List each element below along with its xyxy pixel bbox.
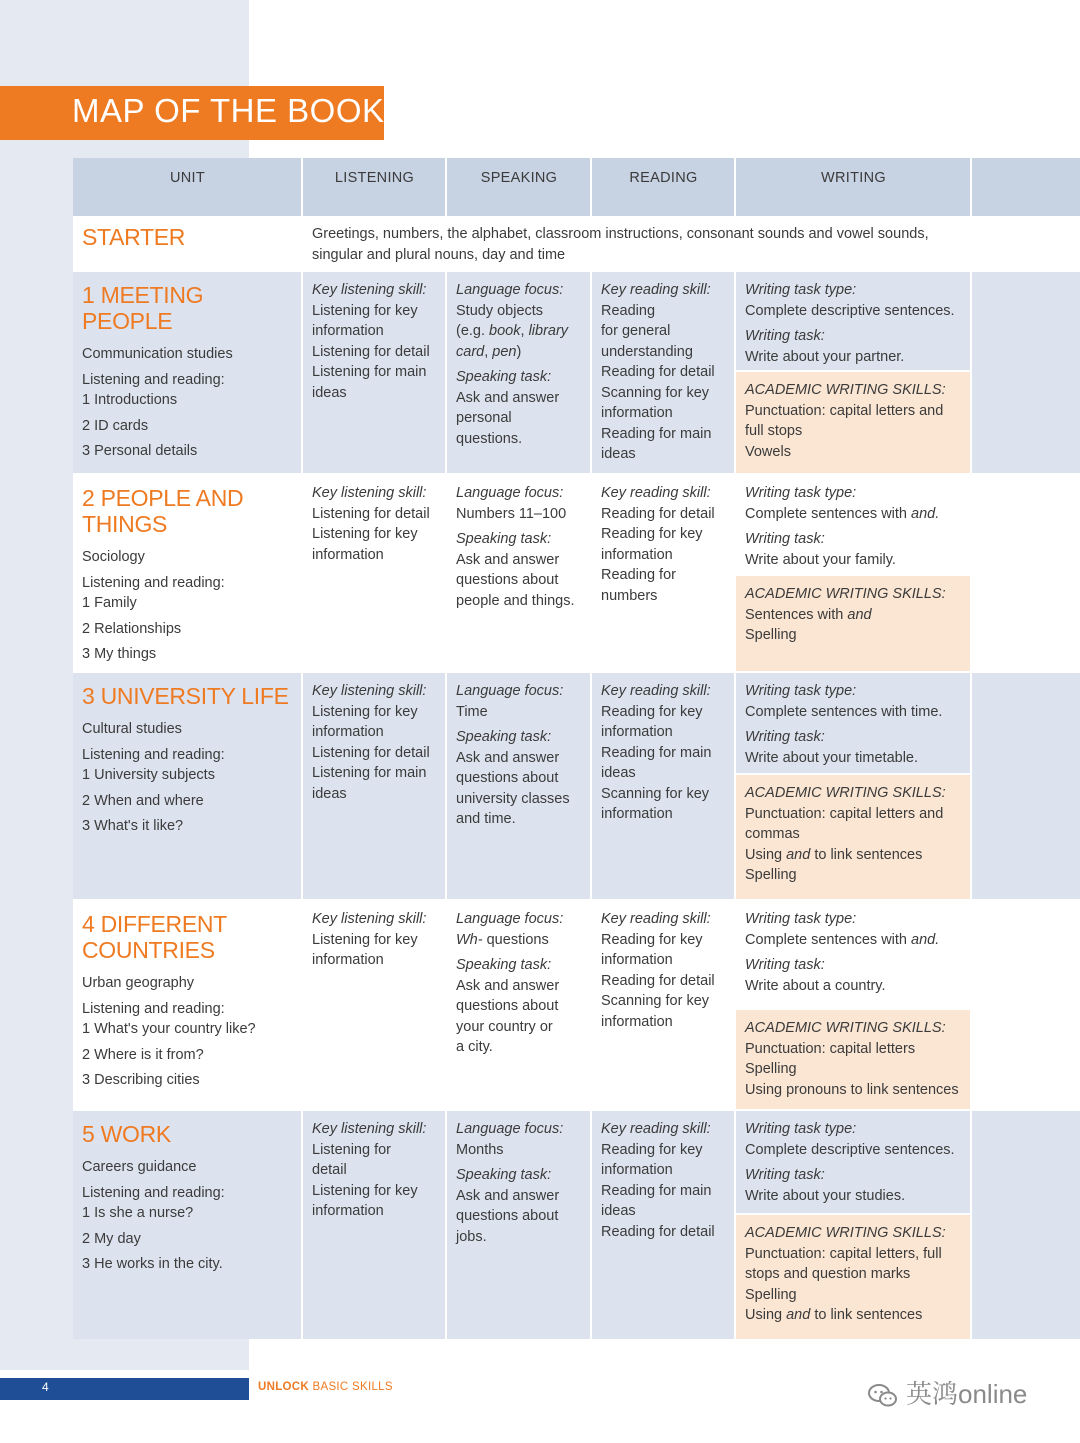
listening-line: Listening for key [312,703,418,720]
reading-line: Reading for detail [601,972,715,989]
unit-1-academic [736,372,970,473]
unit-3-academic [736,775,970,899]
listening-skill-label: Key listening skill: [312,683,427,699]
academic-line: Punctuation: capital letters and [745,805,944,822]
unit-5-cell [73,1111,301,1339]
unit-3-listening [303,673,445,899]
language-focus-line: Months [456,1141,504,1158]
language-focus-line: (e.g. book, library [456,323,569,339]
writing-task-label: Writing task: [745,729,825,745]
speaking-task-line: Ask and answer [456,389,560,406]
brand-footer [258,1381,393,1393]
academic-line: Using pronouns to link sentences [745,1081,959,1098]
header-listening: LISTENING [303,158,445,216]
page-number: 4 [42,1380,49,1394]
writing-task: Write about your studies. [745,1187,906,1204]
unit-subject: Careers guidance [82,1159,197,1175]
speaking-task-line: questions about [456,998,559,1014]
unit-title: 2 PEOPLE AND THINGS [82,485,244,537]
language-focus-label: Language focus: [456,485,564,501]
speaking-task-line: personal [456,410,512,426]
listening-line: information [312,724,384,740]
writing-task-label: Writing task: [745,328,825,344]
language-focus-label: Language focus: [456,911,564,927]
reading-line: Reading for detail [601,364,715,380]
header-speaking: SPEAKING [447,158,590,216]
academic-line: Punctuation: capital letters, full [745,1245,942,1262]
unit-topic: 3 Describing cities [82,1072,200,1088]
academic-line: full stops [745,423,803,439]
speaking-task-line: university classes [456,790,570,807]
listening-skill-label: Key listening skill: [312,911,427,927]
speaking-task-label: Speaking task: [456,531,552,547]
reading-line: numbers [601,587,658,604]
unit-topic: 2 Relationships [82,620,182,637]
speaking-task-line: questions about [456,770,559,786]
unit-2-academic [736,576,970,671]
brand-series: BASIC SKILLS [312,1381,393,1393]
unit-2-speaking [447,475,590,671]
unit-4-speaking [447,901,590,1109]
academic-line: Spelling [745,1286,797,1303]
language-focus-line: Study objects [456,302,544,319]
page-title: MAP OF THE BOOK [72,92,385,129]
listening-line: ideas [312,785,347,802]
unit-4-cell [73,901,301,1109]
starter-line: Greetings, numbers, the alphabet, classroom instructions, consonant sounds and vowel sounds, [312,226,929,242]
unit-subject: Communication studies [82,346,233,362]
reading-line: Reading for [601,567,676,583]
listening-line: Listening for detail [312,343,430,360]
reading-skill-label: Key reading skill: [601,911,711,927]
unit-3-reading [592,673,734,899]
brand-name: UNLOCK [258,1381,309,1393]
chat-bubbles-icon [868,1383,898,1409]
speaking-task-label: Speaking task: [456,1167,552,1183]
watermark-text: 英鸿online [906,1379,1028,1409]
header-reading: READING [592,158,734,216]
starter-title-cell [73,216,301,270]
unit-title: 4 DIFFERENT COUNTRIES [82,911,227,963]
unit-4-extra [972,901,1080,1109]
unit-5-writing [736,1111,970,1213]
speaking-task-line: jobs. [456,1228,487,1245]
unit-2-listening [303,475,445,671]
unit-2-cell [73,475,301,671]
listening-line: Listening for key [312,302,418,319]
unit-topic: 3 What's it like? [82,818,184,834]
language-focus-label: Language focus: [456,282,564,298]
starter-line: singular and plural nouns, day and time [312,246,566,263]
unit-4-academic [736,1010,970,1109]
listening-reading-label: Listening and reading: [82,574,225,591]
unit-topic: 2 When and where [82,792,204,809]
unit-title: 1 MEETING PEOPLE [82,282,204,334]
academic-skills-label: ACADEMIC WRITING SKILLS: [745,1020,946,1036]
reading-line: information [601,1013,673,1030]
speaking-task-label: Speaking task: [456,369,552,385]
writing-type: Complete sentences with and. [745,505,940,522]
speaking-task-line: Ask and answer [456,1187,560,1204]
starter-description [303,216,1080,270]
unit-2-reading [592,475,734,671]
unit-4-writing [736,901,970,1007]
unit-1-writing [736,272,970,370]
unit-topic: 1 Introductions [82,392,178,408]
unit-topic: 2 ID cards [82,417,149,434]
speaking-task-line: questions about [456,572,559,588]
unit-5-extra [972,1111,1080,1339]
speaking-task-line: a city. [456,1039,493,1055]
language-focus-line: card, pen) [456,343,522,360]
reading-line: Reading for detail [601,1223,715,1240]
unit-1-extra [972,272,1080,473]
reading-line: information [601,405,673,421]
language-focus-line: Numbers 11–100 [456,505,567,522]
unit-topic: 3 He works in the city. [82,1256,223,1272]
language-focus-line: Time [456,703,488,720]
watermark [868,1374,1027,1411]
reading-line: ideas [601,765,636,781]
listening-line: Listening for detail [312,744,430,761]
unit-title: 3 UNIVERSITY LIFE [82,683,289,709]
academic-line: Spelling [745,1061,797,1077]
unit-3-writing [736,673,970,773]
reading-line: information [601,952,673,968]
language-focus-line: Wh- questions [456,931,549,948]
speaking-task-line: and time. [456,811,516,827]
header-writing: WRITING [736,158,970,216]
listening-skill-label: Key listening skill: [312,282,427,298]
reading-skill-label: Key reading skill: [601,1121,711,1137]
academic-skills-label: ACADEMIC WRITING SKILLS: [745,586,946,602]
listening-reading-label: Listening and reading: [82,746,225,763]
reading-line: Reading for main [601,1182,712,1199]
reading-line: Reading for main [601,425,712,442]
reading-line: for general [601,323,671,339]
footer-bar [0,1378,249,1400]
writing-task: Write about a country. [745,977,886,994]
unit-5-academic [736,1215,970,1339]
academic-line: Punctuation: capital letters and [745,402,944,419]
academic-skills-label: ACADEMIC WRITING SKILLS: [745,1225,946,1241]
academic-line: Using and to link sentences [745,846,923,863]
speaking-task-line: Ask and answer [456,749,560,766]
speaking-task-line: questions. [456,430,523,447]
listening-line: Listening for detail [312,505,430,522]
listening-line: Listening for [312,1141,391,1158]
academic-line: Using and to link sentences [745,1307,923,1323]
unit-subject: Cultural studies [82,721,182,737]
speaking-task-label: Speaking task: [456,729,552,745]
reading-line: Reading for key [601,931,703,948]
unit-topic: 1 University subjects [82,767,215,783]
reading-line: ideas [601,446,636,462]
unit-5-listening [303,1111,445,1339]
listening-line: Listening for main [312,364,427,380]
unit-1-speaking [447,272,590,473]
writing-task: Write about your family. [745,551,896,568]
header-unit: UNIT [73,158,301,216]
reading-skill-label: Key reading skill: [601,282,711,298]
reading-line: Scanning for key [601,993,710,1009]
language-focus-label: Language focus: [456,683,564,699]
reading-line: Reading for key [601,526,703,542]
reading-line: ideas [601,1203,636,1219]
academic-line: stops and question marks [745,1266,911,1282]
unit-topic: 3 My things [82,646,157,662]
unit-1-reading [592,272,734,473]
header-empty [972,158,1080,216]
reading-line: Scanning for key [601,384,710,401]
speaking-task-line: your country or [456,1018,553,1035]
unit-2-extra [972,475,1080,671]
unit-topic: 2 Where is it from? [82,1046,204,1063]
writing-type: Complete descriptive sentences. [745,302,955,319]
unit-topic: 1 What's your country like? [82,1021,256,1037]
writing-type: Complete sentences with time. [745,703,943,720]
unit-subject: Urban geography [82,975,195,991]
unit-3-cell [73,673,301,899]
unit-4-reading [592,901,734,1109]
speaking-task-line: questions about [456,1208,559,1224]
listening-reading-label: Listening and reading: [82,371,225,388]
unit-5-speaking [447,1111,590,1339]
reading-line: Reading for main [601,744,712,761]
academic-skills-label: ACADEMIC WRITING SKILLS: [745,785,946,801]
writing-type: Complete descriptive sentences. [745,1141,955,1158]
unit-4-listening [303,901,445,1109]
unit-title: 5 WORK [82,1121,171,1147]
speaking-task-line: Ask and answer [456,977,560,994]
reading-line: Reading for key [601,1141,703,1158]
writing-type-label: Writing task type: [745,485,857,501]
reading-line: understanding [601,343,693,360]
academic-line: Sentences with and [745,606,872,623]
academic-line: commas [745,826,800,842]
unit-5-reading [592,1111,734,1339]
writing-type-label: Writing task type: [745,282,857,298]
unit-1-listening [303,272,445,473]
unit-subject: Sociology [82,549,145,565]
map-table [73,158,1080,1339]
listening-skill-label: Key listening skill: [312,1121,427,1137]
reading-line: information [601,806,673,822]
unit-topic: 1 Family [82,595,137,611]
writing-type-label: Writing task type: [745,683,857,699]
reading-line: information [601,724,673,740]
reading-skill-label: Key reading skill: [601,683,711,699]
writing-task: Write about your timetable. [745,749,919,766]
reading-skill-label: Key reading skill: [601,485,711,501]
listening-line: information [312,1203,384,1219]
listening-line: information [312,546,384,563]
language-focus-label: Language focus: [456,1121,564,1137]
listening-reading-label: Listening and reading: [82,1000,225,1017]
unit-topic: 3 Personal details [82,443,198,459]
writing-type-label: Writing task type: [745,911,857,927]
listening-skill-label: Key listening skill: [312,485,427,501]
reading-line: information [601,546,673,563]
speaking-task-line: Ask and answer [456,551,560,568]
listening-line: Listening for key [312,1182,418,1199]
writing-task-label: Writing task: [745,531,825,547]
academic-skills-label: ACADEMIC WRITING SKILLS: [745,382,946,398]
listening-line: information [312,952,384,968]
reading-line: Scanning for key [601,785,710,802]
writing-task: Write about your partner. [745,348,905,365]
reading-line: Reading for detail [601,505,715,522]
academic-line: Punctuation: capital letters [745,1040,916,1057]
writing-type: Complete sentences with and. [745,931,940,948]
reading-line: information [601,1162,673,1178]
speaking-task-label: Speaking task: [456,957,552,973]
unit-2-writing [736,475,970,573]
listening-line: Listening for key [312,526,418,542]
writing-type-label: Writing task type: [745,1121,857,1137]
listening-reading-label: Listening and reading: [82,1184,225,1201]
unit-topic: 2 My day [82,1230,141,1247]
unit-1-cell [73,272,301,473]
academic-line: Vowels [745,443,791,460]
writing-task-label: Writing task: [745,1167,825,1183]
listening-line: ideas [312,384,347,401]
academic-line: Spelling [745,867,797,883]
starter-title: STARTER [82,224,186,250]
listening-line: information [312,323,384,339]
academic-line: Spelling [745,627,797,643]
unit-topic: 1 Is she a nurse? [82,1205,194,1221]
listening-line: detail [312,1162,347,1178]
unit-3-extra [972,673,1080,899]
reading-line: Reading [601,302,656,319]
unit-3-speaking [447,673,590,899]
reading-line: Reading for key [601,703,703,720]
listening-line: Listening for key [312,931,418,948]
writing-task-label: Writing task: [745,957,825,973]
listening-line: Listening for main [312,765,427,781]
speaking-task-line: people and things. [456,592,575,609]
